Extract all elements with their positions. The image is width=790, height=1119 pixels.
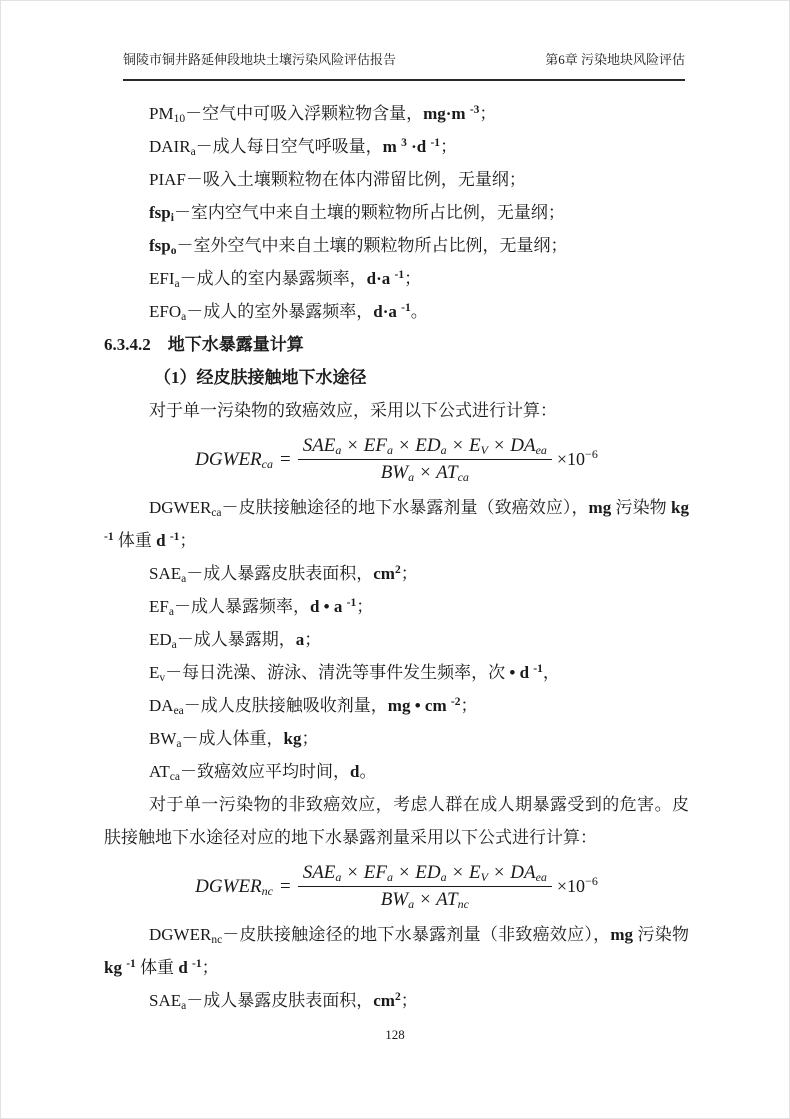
document-body — [104, 97, 689, 1017]
subscript-text: a — [335, 869, 342, 884]
subscript-text: V — [480, 869, 488, 884]
sub-heading: （1）经皮肤接触地下水途径 — [154, 368, 367, 387]
unit-text: • d — [505, 663, 534, 682]
unit-text: mg — [588, 498, 616, 517]
subscript-text: a — [181, 573, 187, 585]
supscript-text: -1 — [104, 531, 114, 543]
formula-lhs: $DGWER_{ca}$ — [195, 448, 273, 471]
subscript-text: a — [408, 896, 415, 911]
equals-sign: = — [279, 875, 291, 897]
unit-text: ·d — [406, 137, 431, 156]
para-cancer-intro: 对于单一污染物的致癌效应，采用以下公式进行计算： — [149, 401, 557, 420]
supscript-text: -1 — [192, 958, 202, 970]
equals-sign: = — [279, 448, 291, 470]
subscript-text: ca — [457, 469, 469, 484]
supscript-text: -1 — [533, 663, 543, 675]
unit-text: d — [156, 531, 170, 550]
header-report-title: 铜陵市铜井路延伸段地块土壤污染风险评估报告 — [123, 52, 397, 67]
subscript-text: V — [480, 442, 488, 457]
def-pm10: $PM_{10}-$空气中可吸入浮颗粒物含量，mg·m $^{-3}$； — [149, 104, 497, 125]
subscript-text: a — [386, 442, 393, 457]
def-daira: $DAIR_a-$成人每日空气呼吸量，m $^3$ ·d $^{-1}$； — [149, 137, 458, 158]
supscript-text: -1 — [169, 531, 180, 543]
header-chapter-title: 第6章 污染地块风险评估 — [545, 52, 685, 67]
unit-text: m — [382, 137, 402, 156]
section-heading: 6.3.4.2 地下水暴露量计算 — [104, 335, 304, 354]
def-daea: $DA_{ea}-$成人皮肤接触吸收剂量，mg • cm $^{-2}$； — [149, 696, 478, 717]
unit-text: d — [178, 958, 193, 977]
subscript-text: o — [170, 245, 177, 257]
unit-text: fsp — [149, 236, 171, 255]
unit-text: mg·m — [423, 104, 470, 123]
formula-multiplier: $\times 10^{-6}$ — [556, 446, 598, 469]
subscript-text: a — [335, 442, 342, 457]
page-header — [123, 51, 685, 81]
subscript-text: v — [159, 672, 166, 684]
supscript-text: -1 — [346, 597, 357, 609]
subscript-text: a — [440, 869, 447, 884]
supscript-text: -3 — [469, 104, 480, 116]
subscript-text: a — [181, 311, 187, 323]
formula-dgwer-nc — [104, 854, 689, 918]
unit-text: fsp — [149, 203, 171, 222]
formula-fraction — [298, 434, 552, 485]
unit-text: mg • cm — [387, 696, 451, 715]
def-piaf: PIAF－吸入土壤颗粒物在体内滞留比例，无量纲； — [149, 170, 526, 189]
subscript-text: ea — [535, 869, 547, 884]
subscript-text: ca — [169, 771, 180, 783]
formula-lhs: $DGWER_{nc}$ — [195, 875, 273, 898]
def-efia: $EFI_a-$成人的室内暴露频率，d·a $^{-1}$； — [149, 269, 422, 290]
unit-text: kg — [671, 498, 690, 517]
subscript-text: a — [440, 442, 447, 457]
unit-text: kg — [104, 958, 127, 977]
subscript-text: a — [386, 869, 393, 884]
def-ev: $E_v-$每日洗澡、游泳、清洗等事件发生频率，次 • d $^{-1}$， — [149, 663, 560, 684]
supscript-text: 3 — [401, 137, 407, 149]
subscript-text: ca — [261, 456, 273, 471]
def-saea-2: $SAE_a-$成人暴露皮肤表面积，$cm^2$； — [149, 991, 418, 1012]
subscript-text: nc — [211, 934, 223, 946]
formula-numerator: $SAE_a \times EF_a \times ED_a \times E_V \times DA_{ea}$ — [302, 434, 547, 457]
def-bwa: $BW_a-$成人体重，kg； — [149, 729, 319, 750]
subscript-text: ea — [173, 705, 184, 717]
supscript-text: -1 — [401, 302, 411, 314]
supscript-text: −6 — [585, 446, 598, 461]
def-fspi: fsp$_i$－室内空气中来自土壤的颗粒物所占比例，无量纲； — [149, 203, 565, 224]
unit-text: a — [295, 630, 305, 649]
supscript-text: -1 — [430, 137, 441, 149]
subscript-text: a — [181, 1000, 187, 1012]
subscript-text: nc — [457, 896, 469, 911]
def-dgwer-ca: $DGWER_{ca}-$皮肤接触途径的地下水暴露剂量（致癌效应），mg 污染物 kg $^{-1}$ 体重 d $^{-1}$； — [104, 498, 690, 550]
def-fspo: fsp$_o$－室外空气中来自土壤的颗粒物所占比例，无量纲； — [149, 236, 568, 257]
supscript-text: 2 — [394, 991, 401, 1003]
unit-text: d — [350, 762, 360, 781]
subscript-text: a — [190, 146, 196, 158]
subscript-text: a — [176, 738, 182, 750]
formula-dgwer-ca — [104, 427, 689, 491]
formula-multiplier: $\times 10^{-6}$ — [556, 873, 598, 896]
unit-text: cm — [373, 991, 395, 1010]
supscript-text: 2 — [394, 564, 401, 576]
page-number: 128 — [385, 1027, 405, 1042]
unit-text: d·a — [373, 302, 402, 321]
formula-fraction — [298, 861, 552, 912]
subscript-text: a — [171, 639, 177, 651]
def-dgwer-nc: $DGWER_{nc}-$皮肤接触途径的地下水暴露剂量（非致癌效应），mg 污染物 kg $^{-1}$ 体重 d $^{-1}$； — [104, 925, 690, 977]
def-efoa: $EFO_a-$成人的室外暴露频率，d·a $^{-1}$。 — [149, 302, 428, 323]
def-eda: $ED_a-$成人暴露期，a； — [149, 630, 322, 651]
def-saea: $SAE_a-$成人暴露皮肤表面积，$cm^2$； — [149, 564, 418, 585]
unit-text: cm — [373, 564, 395, 583]
subscript-text: i — [170, 212, 174, 224]
unit-text: kg — [283, 729, 302, 748]
formula-numerator: $SAE_a \times EF_a \times ED_a \times E_V \times DA_{ea}$ — [302, 861, 547, 884]
subscript-text: ea — [535, 442, 547, 457]
formula-denominator: $BW_a \times AT_{ca}$ — [298, 459, 552, 485]
subscript-text: 10 — [173, 113, 186, 125]
supscript-text: -1 — [394, 269, 405, 281]
unit-text: d·a — [366, 269, 395, 288]
para-noncancer-intro: 对于单一污染物的非致癌效应，考虑人群在成人期暴露受到的危害。皮肤接触地下水途径对应的地下水暴露剂量采用以下公式进行计算： — [104, 795, 689, 847]
supscript-text: -1 — [126, 958, 136, 970]
unit-text: d • a — [309, 597, 347, 616]
def-efa: $EF_a-$成人暴露频率，d • a $^{-1}$； — [149, 597, 374, 618]
subscript-text: a — [168, 606, 174, 618]
subscript-text: nc — [261, 883, 273, 898]
subscript-text: a — [174, 278, 180, 290]
subscript-text: a — [408, 469, 415, 484]
unit-text: mg — [610, 925, 638, 944]
formula-denominator: $BW_a \times AT_{nc}$ — [298, 886, 552, 912]
subscript-text: ca — [211, 507, 222, 519]
def-atca: $AT_{ca}-$致癌效应平均时间，d。 — [149, 762, 377, 783]
page-footer — [1, 1027, 789, 1043]
supscript-text: -2 — [450, 696, 461, 708]
supscript-text: −6 — [585, 873, 598, 888]
